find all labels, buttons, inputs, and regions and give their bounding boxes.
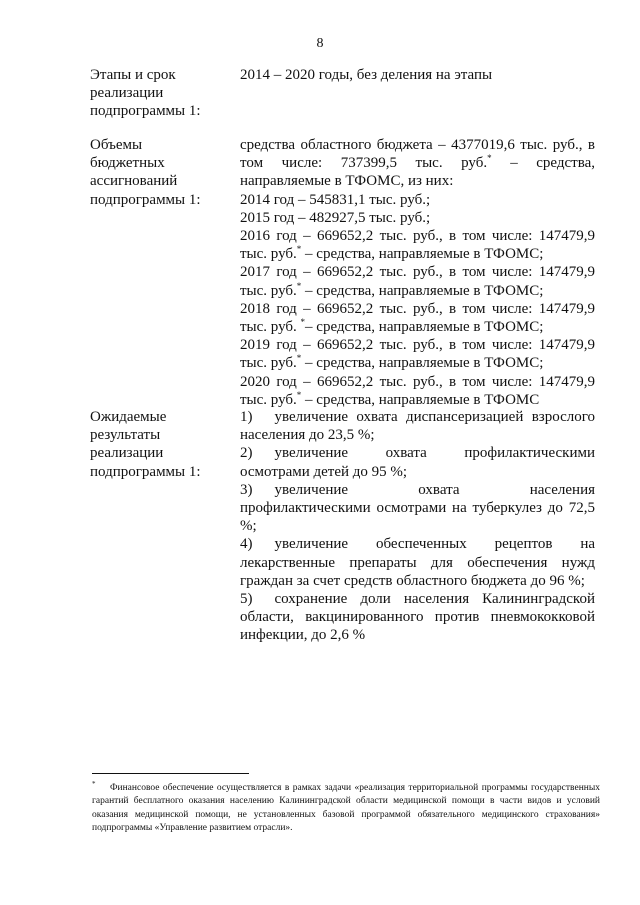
budget-line: 2016 год – 669652,2 тыс. руб., в том числе: 147479,9 — [240, 228, 595, 245]
result-item-rest: населения до 23,5 %; — [240, 427, 375, 444]
result-item-rest: лекарственные препараты для обеспечения нужд граждан за счет средств областного бюджета до 96 %; — [240, 554, 595, 589]
footnote-mark: * — [92, 779, 96, 788]
footnote-star: * — [487, 153, 492, 164]
budget-line: 2014 год – 545831,1 тыс. руб.; — [240, 191, 431, 208]
footnote-star: * — [296, 389, 302, 400]
result-item-first-line: 4) увеличение обеспеченных рецептов на — [240, 536, 595, 553]
page-number: 8 — [316, 36, 324, 51]
result-item-rest: осмотрами детей до 95 %; — [240, 463, 408, 480]
result-item-first-line: 2) увеличение охвата профилактическими — [240, 445, 595, 462]
stages-text: 2014 – 2020 годы, без деления на этапы — [240, 67, 493, 83]
row-content-stages — [240, 66, 595, 84]
budget-line: тыс. руб.* – средства, направляемые в ТФОМС; — [240, 353, 544, 372]
result-item-first-line: 5) сохранение доли населения Калининградской — [240, 591, 595, 608]
result-item-rest: профилактическими осмотрами на туберкулез до 72,5 %; — [240, 500, 595, 535]
row-label-stages: Этапы и срок реализации подпрограммы 1: — [90, 67, 201, 120]
footnote — [92, 779, 600, 835]
budget-line: тыс. руб.* – средства, направляемые в ТФОМС; — [240, 280, 544, 299]
budget-line: направляемые в ТФОМС, из них: — [240, 173, 454, 190]
budget-line: тыс. руб.* – средства, направляемые в ТФОМС; — [240, 244, 544, 263]
row-label-budget: Объемы бюджетных ассигнований подпрограммы 1: — [90, 137, 201, 208]
budget-line: 2017 год – 669652,2 тыс. руб., в том числе: 147479,9 — [240, 264, 595, 281]
budget-line: том числе: 737399,5 тыс. руб.* – средства, — [240, 153, 595, 172]
footnote-text: Финансовое обеспечение осуществляется в рамках задачи «реализация территориальной программы государственных гарантий бесплатного оказания населению Калининградской области медицинской помощи в части видов и условий оказания медицинской помощи, не установленных базовой программой обязательного медицинского страхования» подпрограммы «Управление развитием отрасли». — [92, 783, 600, 833]
budget-line: 2020 год – 669652,2 тыс. руб., в том числе: 147479,9 — [240, 373, 595, 390]
budget-line: средства областного бюджета – 4377019,6 тыс. руб., в — [240, 137, 595, 153]
result-item-first-line: 1) увеличение охвата диспансеризацией взрослого — [240, 409, 595, 425]
footnote-star: * — [300, 317, 306, 328]
row-label-results: Ожидаемые результаты реализации подпрограммы 1: — [90, 409, 201, 480]
budget-line: 2018 год – 669652,2 тыс. руб., в том числе: 147479,9 — [240, 300, 595, 317]
budget-line: тыс. руб.* – средства, направляемые в ТФОМС — [240, 389, 540, 408]
result-item-first-line: 3) увеличение охвата населения — [240, 481, 595, 498]
row-content-budget — [240, 136, 595, 409]
row-content-results — [240, 408, 595, 645]
footnote-star: * — [296, 280, 302, 291]
footnote-star: * — [296, 244, 302, 255]
budget-line: 2015 год – 482927,5 тыс. руб.; — [240, 209, 431, 226]
budget-line: тыс. руб. *– средства, направляемые в ТФОМС; — [240, 317, 544, 336]
budget-line: 2019 год – 669652,2 тыс. руб., в том числе: 147479,9 — [240, 337, 595, 354]
result-item-rest: области, вакцинированного против пневмококковой инфекции, до 2,6 % — [240, 609, 595, 644]
footnote-separator — [92, 773, 249, 774]
footnote-star: * — [296, 353, 302, 364]
